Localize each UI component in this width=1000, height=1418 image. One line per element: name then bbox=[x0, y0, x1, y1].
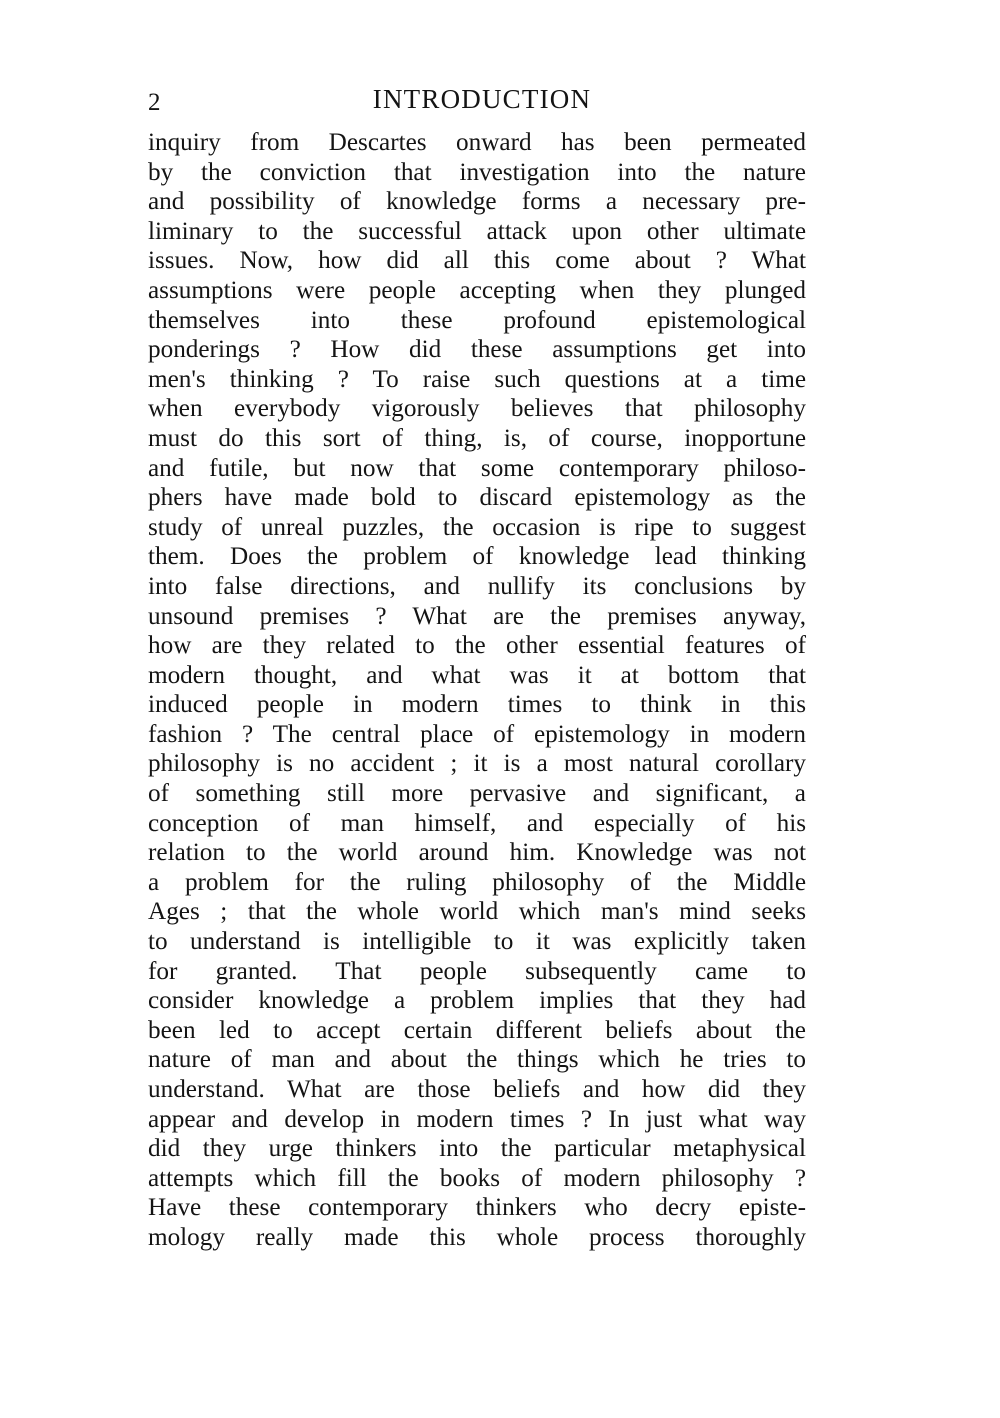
text-line: modern thought, and what was it at bottom that bbox=[148, 661, 806, 689]
text-line: to understand is intelligible to it was explicitly taken bbox=[148, 928, 806, 956]
text-line: phers have made bold to discard epistemology as the bbox=[148, 484, 806, 512]
text-line: did they urge thinkers into the particular metaphysical bbox=[148, 1135, 806, 1163]
text-line: and futile, but now that some contemporary philoso- bbox=[148, 454, 806, 482]
text-line: themselves into these profound epistemological bbox=[148, 306, 806, 334]
text-line: relation to the world around him. Knowledge was not bbox=[148, 839, 806, 867]
text-line: Have these contemporary thinkers who decry episte- bbox=[148, 1194, 806, 1222]
text-line: nature of man and about the things which he tries to bbox=[148, 1046, 806, 1074]
text-line: how are they related to the other essential features of bbox=[148, 632, 806, 660]
text-line: must do this sort of thing, is, of course, inopportune bbox=[148, 424, 806, 452]
text-line: conception of man himself, and especially of his bbox=[148, 809, 806, 837]
text-line: understand. What are those beliefs and how did they bbox=[148, 1076, 806, 1103]
text-line: them. Does the problem of knowledge lead thinking bbox=[148, 543, 806, 571]
text-line: been led to accept certain different beliefs about the bbox=[148, 1016, 806, 1044]
text-line: inquiry from Descartes onward has been permeated bbox=[148, 129, 806, 156]
body-text bbox=[148, 128, 806, 1253]
text-line: consider knowledge a problem implies that they had bbox=[148, 987, 806, 1015]
text-line: philosophy is no accident ; it is a most natural corollary bbox=[148, 750, 806, 778]
text-line: ponderings ? How did these assumptions get into bbox=[148, 336, 806, 364]
running-head bbox=[148, 82, 808, 118]
page-number: 2 bbox=[148, 89, 161, 116]
text-line: and possibility of knowledge forms a necessary pre- bbox=[148, 188, 806, 216]
text-line: for granted. That people subsequently came to bbox=[148, 957, 806, 985]
text-line: by the conviction that investigation into the nature bbox=[148, 158, 806, 186]
text-line: study of unreal puzzles, the occasion is ripe to suggest bbox=[148, 513, 806, 541]
text-line: attempts which fill the books of modern philosophy ? bbox=[148, 1164, 806, 1192]
text-line: assumptions were people accepting when they plunged bbox=[148, 276, 806, 304]
text-line: liminary to the successful attack upon other ultimate bbox=[148, 217, 806, 245]
text-line: into false directions, and nullify its conclusions by bbox=[148, 572, 806, 600]
running-title: INTRODUCTION bbox=[372, 84, 592, 114]
text-line: of something still more pervasive and significant, a bbox=[148, 780, 806, 808]
text-line: men's thinking ? To raise such questions at a time bbox=[148, 365, 806, 393]
text-line: mology really made this whole process thoroughly bbox=[148, 1223, 806, 1251]
text-line: induced people in modern times to think in this bbox=[148, 691, 806, 719]
text-line: issues. Now, how did all this come about ? What bbox=[148, 247, 806, 275]
text-line: unsound premises ? What are the premises anyway, bbox=[148, 602, 806, 630]
text-line: appear and develop in modern times ? In just what way bbox=[148, 1105, 806, 1133]
text-line: fashion ? The central place of epistemology in modern bbox=[148, 720, 806, 748]
text-line: Ages ; that the whole world which man's mind seeks bbox=[148, 898, 806, 926]
text-line: when everybody vigorously believes that philosophy bbox=[148, 395, 806, 423]
text-line: a problem for the ruling philosophy of the Middle bbox=[148, 868, 806, 896]
